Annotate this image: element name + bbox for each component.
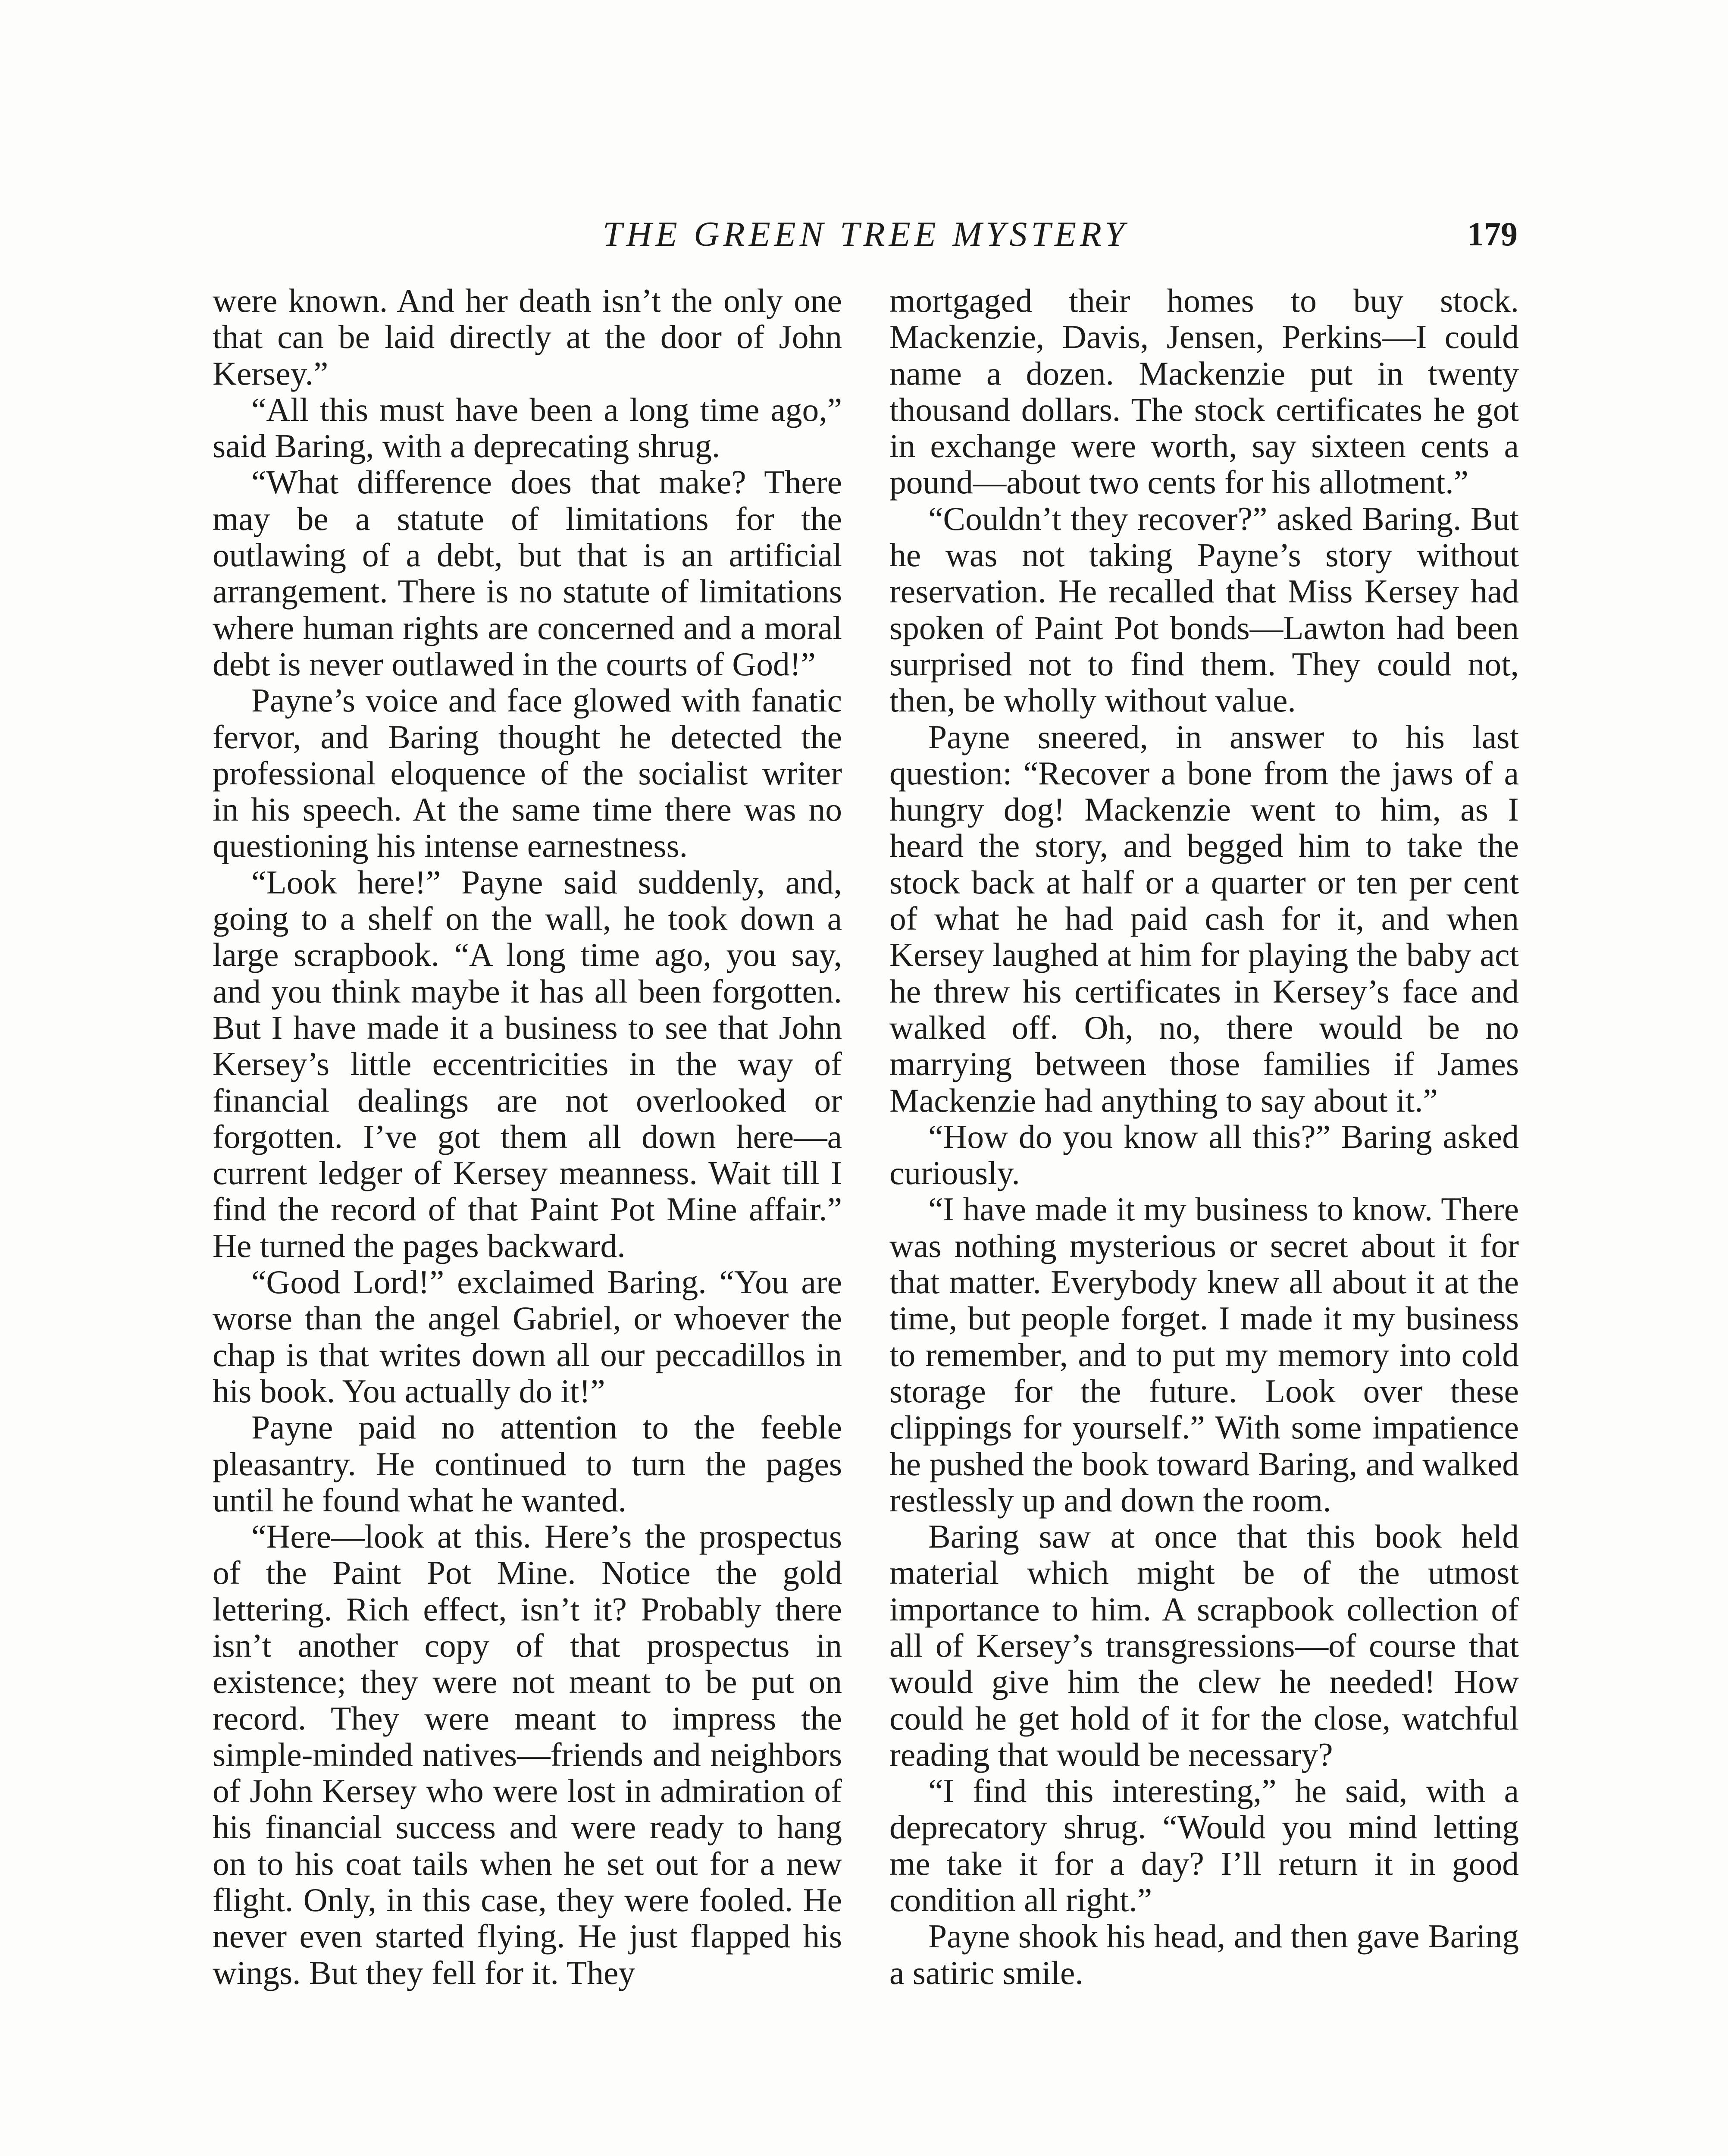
paragraph: “All this must have been a long time ago,” said Baring, with a deprecating shrug. bbox=[213, 391, 842, 465]
right-column bbox=[889, 282, 1519, 1991]
paragraph: Payne sneered, in answer to his last question: “Recover a bone from the jaws of a hungry dog! Mackenzie went to him, as I heard the story, and begged him to take the stock back at half or a quarter or ten per cent of what he had paid cash for it, and when Kersey laughed at him for playing the baby act he threw his certificates in Kersey’s face and walked off. Oh, no, there would be no marrying between those families if James Mackenzie had anything to say about it.” bbox=[889, 718, 1519, 1119]
paragraph: “I have made it my business to know. There was nothing mysterious or secret about it for that matter. Everybody knew all about it at the time, but people forget. I made it my business to remember, and to put my memory into cold storage for the future. Look over these clippings for yourself.” With some impatience he pushed the book toward Baring, and walked restlessly up and down the room. bbox=[889, 1191, 1519, 1519]
paragraph: were known. And her death isn’t the only one that can be laid directly at the door of John Kersey.” bbox=[213, 282, 842, 392]
running-head bbox=[213, 210, 1518, 258]
left-column bbox=[213, 282, 842, 1991]
page-number: 179 bbox=[1467, 215, 1518, 253]
paragraph: “How do you know all this?” Baring asked curiously. bbox=[889, 1118, 1519, 1192]
paragraph: mortgaged their homes to buy stock. Mackenzie, Davis, Jensen, Perkins—I could name a dozen. Mackenzie put in twenty thousand dollars. The stock certificates he got in exchange were worth, say sixteen cents a pound—about two cents for his allotment.” bbox=[889, 282, 1519, 501]
paragraph: Payne paid no attention to the feeble pleasantry. He continued to turn the pages until he found what he wanted. bbox=[213, 1409, 842, 1519]
paragraph: “What difference does that make? There may be a statute of limitations for the outlawing of a debt, but that is an artificial arrangement. There is no statute of limitations where human rights are concerned and a moral debt is never outlawed in the courts of God!” bbox=[213, 464, 842, 683]
text-columns bbox=[213, 282, 1519, 1991]
paragraph: Baring saw at once that this book held material which might be of the utmost importance to him. A scrapbook collection of all of Kersey’s transgressions—of course that would give him the clew he needed! How could he get hold of it for the close, watchful reading that would be necessary? bbox=[889, 1518, 1519, 1773]
paragraph: “Look here!” Payne said suddenly, and, going to a shelf on the wall, he took down a large scrapbook. “A long time ago, you say, and you think maybe it has all been forgotten. But I have made it a business to see that John Kersey’s little eccentricities in the way of financial dealings are not overlooked or forgotten. I’ve got them all down here—a current ledger of Kersey meanness. Wait till I find the record of that Paint Pot Mine affair.” He turned the pages backward. bbox=[213, 863, 842, 1264]
paragraph: “Couldn’t they recover?” asked Baring. But he was not taking Payne’s story without reservation. He recalled that Miss Kersey had spoken of Paint Pot bonds—Lawton had been surprised not to find them. They could not, then, be wholly without value. bbox=[889, 500, 1519, 719]
paragraph: “Here—look at this. Here’s the prospectus of the Paint Pot Mine. Notice the gold lettering. Rich effect, isn’t it? Probably there isn’t another copy of that prospectus in existence; they were not meant to be put on record. They were meant to impress the simple-minded natives—friends and neighbors of John Kersey who were lost in admiration of his financial success and were ready to hang on to his coat tails when he set out for a new flight. Only, in this case, they were fooled. He never even started flying. He just flapped his wings. But they fell for it. They bbox=[213, 1518, 842, 1991]
paragraph: “I find this interesting,” he said, with a deprecatory shrug. “Would you mind letting me take it for a day? I’ll return it in good condition all right.” bbox=[889, 1772, 1519, 1919]
paragraph: Payne’s voice and face glowed with fanatic fervor, and Baring thought he detected the professional eloquence of the socialist writer in his speech. At the same time there was no questioning his intense earnestness. bbox=[213, 682, 842, 865]
running-title: THE GREEN TREE MYSTERY bbox=[602, 214, 1129, 254]
paragraph: Payne shook his head, and then gave Baring a satiric smile. bbox=[889, 1918, 1519, 1991]
paragraph: “Good Lord!” exclaimed Baring. “You are worse than the angel Gabriel, or whoever the chap is that writes down all our peccadillos in his book. You actually do it!” bbox=[213, 1263, 842, 1410]
